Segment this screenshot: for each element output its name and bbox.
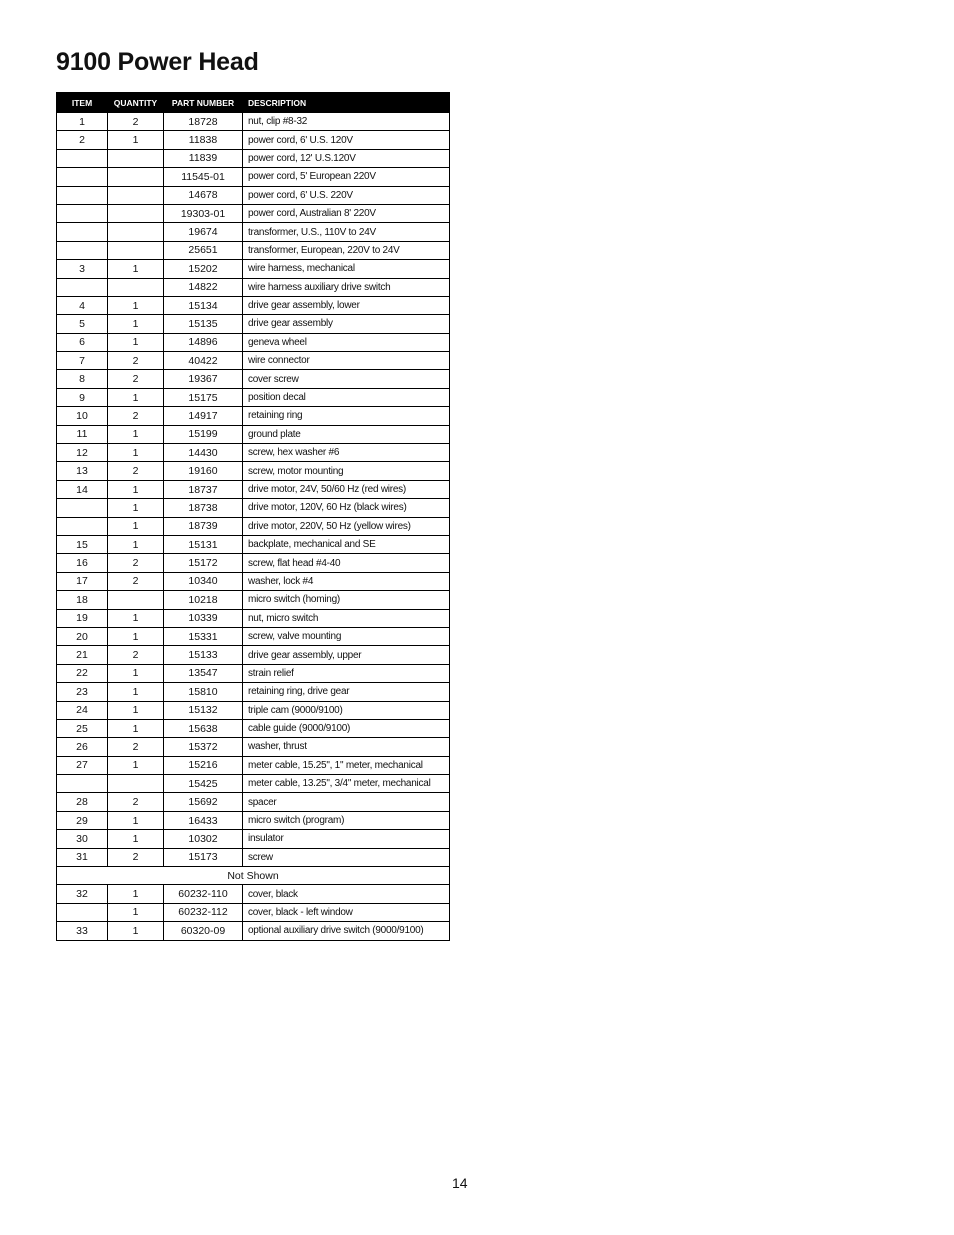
cell-quantity: 1 [108, 517, 164, 535]
table-row [57, 591, 450, 609]
cell-item: 20 [57, 627, 108, 645]
cell-item: 33 [57, 922, 108, 940]
cell-part-number: 15372 [164, 738, 243, 756]
cell-quantity [108, 591, 164, 609]
cell-item [57, 499, 108, 517]
cell-quantity: 1 [108, 315, 164, 333]
cell-description: washer, thrust [243, 738, 450, 756]
cell-description: optional auxiliary drive switch (9000/9100) [243, 922, 450, 940]
cell-description: nut, clip #8-32 [243, 113, 450, 131]
cell-description: meter cable, 15.25", 1" meter, mechanical [243, 756, 450, 774]
cell-quantity [108, 204, 164, 222]
cell-part-number: 60232-110 [164, 885, 243, 903]
cell-item [57, 278, 108, 296]
cell-item: 32 [57, 885, 108, 903]
table-row [57, 296, 450, 314]
table-row [57, 149, 450, 167]
cell-quantity [108, 168, 164, 186]
cell-part-number: 11838 [164, 131, 243, 149]
table-row [57, 756, 450, 774]
cell-part-number: 19303-01 [164, 204, 243, 222]
cell-quantity: 2 [108, 572, 164, 590]
cell-description: meter cable, 13.25", 3/4" meter, mechanical [243, 775, 450, 793]
cell-item: 16 [57, 554, 108, 572]
cell-item: 4 [57, 296, 108, 314]
cell-item: 27 [57, 756, 108, 774]
cell-quantity [108, 278, 164, 296]
table-row [57, 241, 450, 259]
cell-description: geneva wheel [243, 333, 450, 351]
table-row [57, 701, 450, 719]
cell-part-number: 10218 [164, 591, 243, 609]
cell-description: transformer, U.S., 110V to 24V [243, 223, 450, 241]
cell-description: drive gear assembly, upper [243, 646, 450, 664]
cell-part-number: 25651 [164, 241, 243, 259]
cell-quantity: 1 [108, 719, 164, 737]
table-row [57, 793, 450, 811]
cell-description: backplate, mechanical and SE [243, 535, 450, 553]
cell-description: cable guide (9000/9100) [243, 719, 450, 737]
cell-item: 31 [57, 848, 108, 866]
table-row [57, 535, 450, 553]
cell-quantity: 2 [108, 407, 164, 425]
cell-item: 15 [57, 535, 108, 553]
table-row [57, 315, 450, 333]
cell-part-number: 15199 [164, 425, 243, 443]
cell-item [57, 223, 108, 241]
cell-part-number: 15132 [164, 701, 243, 719]
cell-item: 28 [57, 793, 108, 811]
cell-description: strain relief [243, 664, 450, 682]
cell-item [57, 204, 108, 222]
cell-description: wire harness, mechanical [243, 260, 450, 278]
cell-part-number: 15216 [164, 756, 243, 774]
cell-quantity: 1 [108, 885, 164, 903]
cell-item: 12 [57, 444, 108, 462]
cell-quantity: 1 [108, 683, 164, 701]
cell-quantity: 2 [108, 352, 164, 370]
cell-description: wire connector [243, 352, 450, 370]
cell-part-number: 18739 [164, 517, 243, 535]
cell-quantity: 1 [108, 903, 164, 921]
cell-item: 25 [57, 719, 108, 737]
cell-part-number: 15133 [164, 646, 243, 664]
cell-quantity: 2 [108, 370, 164, 388]
cell-quantity [108, 186, 164, 204]
cell-part-number: 19674 [164, 223, 243, 241]
cell-item: 6 [57, 333, 108, 351]
table-row [57, 775, 450, 793]
cell-part-number: 14896 [164, 333, 243, 351]
cell-part-number: 15638 [164, 719, 243, 737]
cell-quantity [108, 223, 164, 241]
header-row [57, 93, 450, 113]
cell-item: 2 [57, 131, 108, 149]
cell-description: power cord, 5' European 220V [243, 168, 450, 186]
cell-item [57, 168, 108, 186]
cell-quantity: 2 [108, 554, 164, 572]
cell-description: transformer, European, 220V to 24V [243, 241, 450, 259]
cell-part-number: 60320-09 [164, 922, 243, 940]
cell-description: ground plate [243, 425, 450, 443]
table-row [57, 811, 450, 829]
cell-description: wire harness auxiliary drive switch [243, 278, 450, 296]
cell-part-number: 15175 [164, 388, 243, 406]
cell-item [57, 517, 108, 535]
cell-item [57, 903, 108, 921]
cell-item [57, 186, 108, 204]
table-row [57, 352, 450, 370]
cell-quantity: 1 [108, 627, 164, 645]
cell-item: 9 [57, 388, 108, 406]
table-row [57, 499, 450, 517]
column-header-item: ITEM [57, 93, 108, 113]
table-row [57, 830, 450, 848]
cell-item: 10 [57, 407, 108, 425]
cell-part-number: 19367 [164, 370, 243, 388]
cell-part-number: 18737 [164, 480, 243, 498]
cell-quantity: 1 [108, 830, 164, 848]
cell-description: position decal [243, 388, 450, 406]
cell-part-number: 15692 [164, 793, 243, 811]
cell-description: drive gear assembly, lower [243, 296, 450, 314]
cell-part-number: 15134 [164, 296, 243, 314]
cell-item: 22 [57, 664, 108, 682]
cell-description: screw [243, 848, 450, 866]
cell-description: micro switch (homing) [243, 591, 450, 609]
cell-description: screw, hex washer #6 [243, 444, 450, 462]
cell-description: cover screw [243, 370, 450, 388]
cell-description: screw, motor mounting [243, 462, 450, 480]
cell-description: nut, micro switch [243, 609, 450, 627]
cell-part-number: 18738 [164, 499, 243, 517]
cell-part-number: 19160 [164, 462, 243, 480]
cell-quantity: 1 [108, 499, 164, 517]
cell-description: insulator [243, 830, 450, 848]
cell-quantity [108, 775, 164, 793]
cell-part-number: 14430 [164, 444, 243, 462]
table-row [57, 131, 450, 149]
table-row [57, 333, 450, 351]
page-title: 9100 Power Head [56, 48, 259, 76]
table-row [57, 278, 450, 296]
cell-part-number: 15425 [164, 775, 243, 793]
cell-description: screw, valve mounting [243, 627, 450, 645]
cell-description: cover, black [243, 885, 450, 903]
cell-item [57, 149, 108, 167]
cell-item: 8 [57, 370, 108, 388]
cell-part-number: 15135 [164, 315, 243, 333]
cell-part-number: 13547 [164, 664, 243, 682]
cell-part-number: 15331 [164, 627, 243, 645]
cell-part-number: 40422 [164, 352, 243, 370]
cell-item: 30 [57, 830, 108, 848]
table-row [57, 683, 450, 701]
table-row [57, 260, 450, 278]
cell-description: power cord, Australian 8' 220V [243, 204, 450, 222]
column-header-description: DESCRIPTION [243, 93, 450, 113]
table-row [57, 664, 450, 682]
cell-quantity: 1 [108, 756, 164, 774]
cell-quantity: 1 [108, 922, 164, 940]
cell-quantity: 1 [108, 444, 164, 462]
cell-quantity: 1 [108, 425, 164, 443]
cell-quantity: 1 [108, 609, 164, 627]
cell-quantity: 2 [108, 646, 164, 664]
cell-part-number: 10339 [164, 609, 243, 627]
not-shown-row [57, 867, 450, 885]
table-row [57, 407, 450, 425]
not-shown-label: Not Shown [57, 867, 450, 885]
table-row [57, 444, 450, 462]
cell-part-number: 15810 [164, 683, 243, 701]
table-row [57, 922, 450, 940]
parts-table-body [57, 113, 450, 941]
cell-item [57, 241, 108, 259]
cell-part-number: 15131 [164, 535, 243, 553]
table-row [57, 462, 450, 480]
cell-quantity: 1 [108, 535, 164, 553]
cell-item: 14 [57, 480, 108, 498]
cell-description: triple cam (9000/9100) [243, 701, 450, 719]
cell-part-number: 11545-01 [164, 168, 243, 186]
cell-part-number: 15172 [164, 554, 243, 572]
cell-quantity: 2 [108, 738, 164, 756]
cell-quantity: 1 [108, 811, 164, 829]
cell-item: 23 [57, 683, 108, 701]
cell-description: screw, flat head #4-40 [243, 554, 450, 572]
table-row [57, 885, 450, 903]
cell-quantity: 2 [108, 793, 164, 811]
column-header-part-number: PART NUMBER [164, 93, 243, 113]
cell-item: 19 [57, 609, 108, 627]
table-row [57, 903, 450, 921]
cell-description: power cord, 12' U.S.120V [243, 149, 450, 167]
cell-description: drive gear assembly [243, 315, 450, 333]
table-row [57, 719, 450, 737]
cell-item: 29 [57, 811, 108, 829]
cell-quantity: 1 [108, 388, 164, 406]
cell-quantity: 2 [108, 462, 164, 480]
cell-part-number: 10340 [164, 572, 243, 590]
table-row [57, 609, 450, 627]
table-row [57, 168, 450, 186]
cell-quantity [108, 149, 164, 167]
table-row [57, 480, 450, 498]
cell-part-number: 18728 [164, 113, 243, 131]
table-row [57, 738, 450, 756]
cell-description: retaining ring [243, 407, 450, 425]
cell-part-number: 15202 [164, 260, 243, 278]
cell-item: 26 [57, 738, 108, 756]
cell-quantity: 1 [108, 701, 164, 719]
cell-part-number: 14822 [164, 278, 243, 296]
table-row [57, 186, 450, 204]
table-row [57, 204, 450, 222]
table-row [57, 554, 450, 572]
cell-quantity: 1 [108, 480, 164, 498]
cell-part-number: 14678 [164, 186, 243, 204]
cell-quantity: 2 [108, 848, 164, 866]
cell-description: drive motor, 24V, 50/60 Hz (red wires) [243, 480, 450, 498]
cell-description: micro switch (program) [243, 811, 450, 829]
cell-item: 24 [57, 701, 108, 719]
table-row [57, 223, 450, 241]
table-row [57, 627, 450, 645]
table-row [57, 425, 450, 443]
cell-quantity: 1 [108, 260, 164, 278]
cell-item: 1 [57, 113, 108, 131]
cell-item [57, 775, 108, 793]
cell-quantity [108, 241, 164, 259]
table-row [57, 370, 450, 388]
cell-item: 7 [57, 352, 108, 370]
table-row [57, 646, 450, 664]
cell-part-number: 10302 [164, 830, 243, 848]
cell-item: 5 [57, 315, 108, 333]
cell-description: retaining ring, drive gear [243, 683, 450, 701]
cell-item: 18 [57, 591, 108, 609]
cell-description: power cord, 6' U.S. 120V [243, 131, 450, 149]
cell-description: spacer [243, 793, 450, 811]
cell-part-number: 14917 [164, 407, 243, 425]
cell-description: cover, black - left window [243, 903, 450, 921]
cell-part-number: 60232-112 [164, 903, 243, 921]
cell-description: drive motor, 220V, 50 Hz (yellow wires) [243, 517, 450, 535]
cell-part-number: 15173 [164, 848, 243, 866]
table-row [57, 572, 450, 590]
cell-quantity: 1 [108, 664, 164, 682]
parts-table [56, 92, 450, 941]
table-row [57, 388, 450, 406]
cell-quantity: 1 [108, 333, 164, 351]
table-row [57, 517, 450, 535]
cell-item: 11 [57, 425, 108, 443]
cell-part-number: 16433 [164, 811, 243, 829]
cell-description: drive motor, 120V, 60 Hz (black wires) [243, 499, 450, 517]
cell-part-number: 11839 [164, 149, 243, 167]
cell-item: 17 [57, 572, 108, 590]
cell-quantity: 1 [108, 296, 164, 314]
column-header-quantity: QUANTITY [108, 93, 164, 113]
table-row [57, 848, 450, 866]
cell-description: power cord, 6' U.S. 220V [243, 186, 450, 204]
cell-description: washer, lock #4 [243, 572, 450, 590]
page-number: 14 [452, 1175, 468, 1191]
cell-item: 3 [57, 260, 108, 278]
cell-quantity: 1 [108, 131, 164, 149]
cell-quantity: 2 [108, 113, 164, 131]
cell-item: 13 [57, 462, 108, 480]
table-row [57, 113, 450, 131]
cell-item: 21 [57, 646, 108, 664]
